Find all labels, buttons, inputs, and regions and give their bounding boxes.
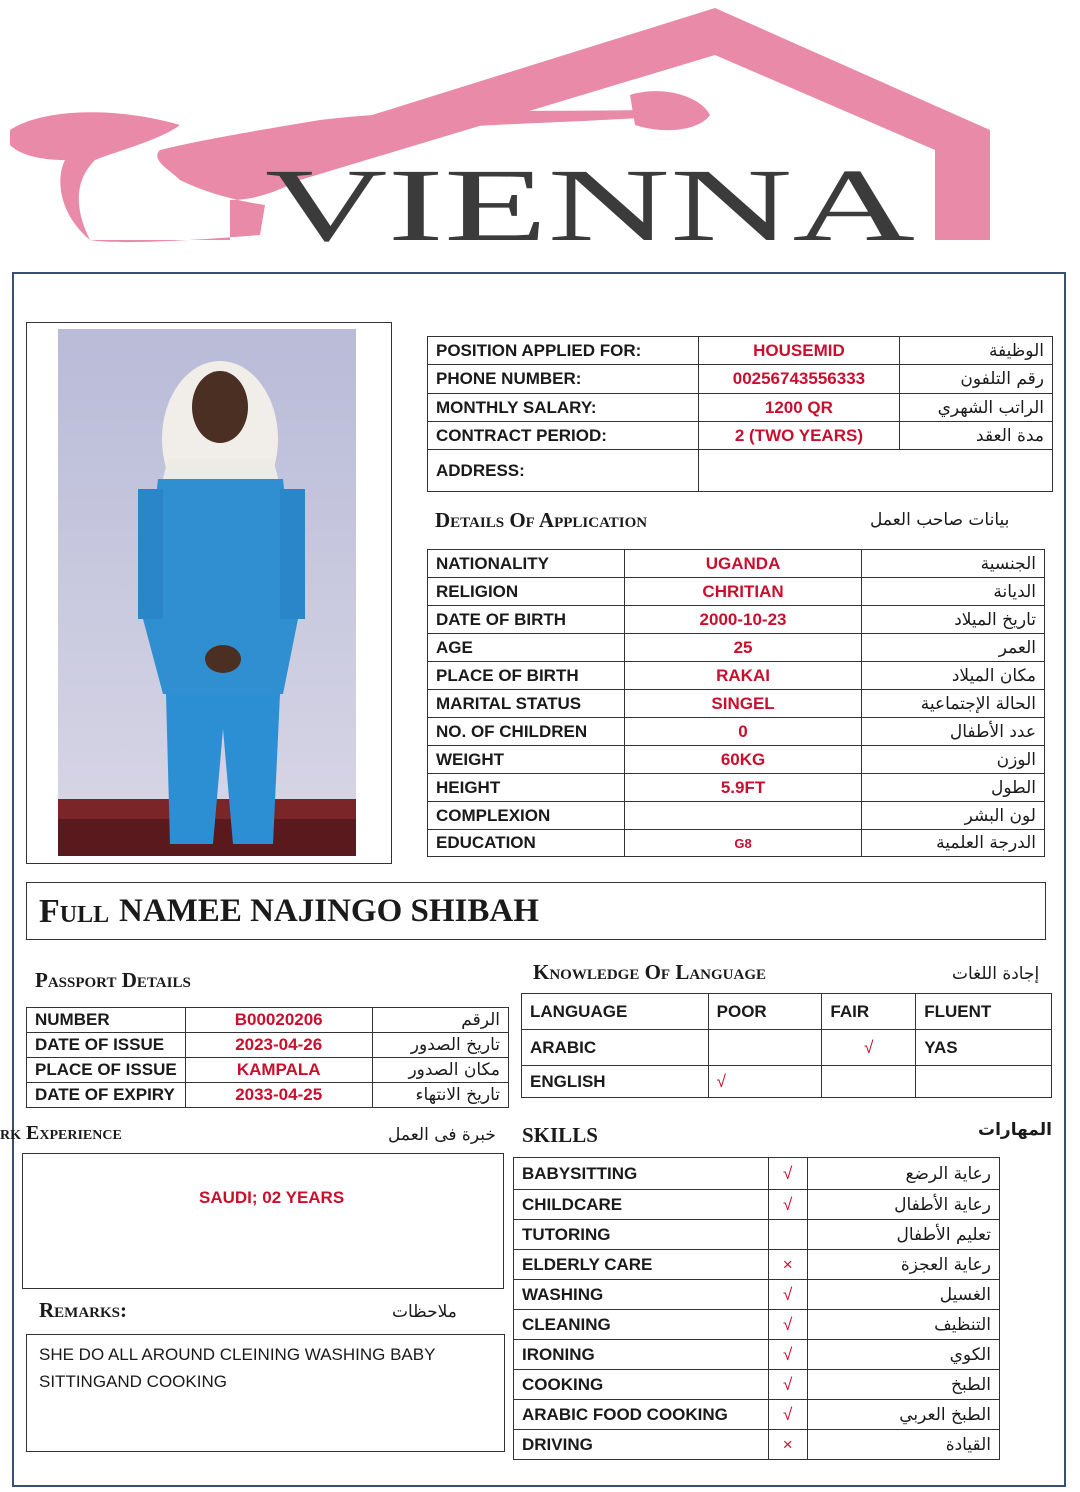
skills-heading: SKILLS bbox=[522, 1123, 598, 1147]
table-row bbox=[514, 1310, 1000, 1340]
arabic-label: الطول bbox=[862, 774, 1045, 802]
table-row bbox=[514, 1430, 1000, 1460]
value: CHRITIAN bbox=[624, 578, 861, 606]
work-experience-text: SAUDI; 02 YEARS bbox=[199, 1188, 345, 1207]
skill-mark: √ bbox=[768, 1400, 807, 1430]
arabic-label: رقم التلفون bbox=[900, 365, 1053, 394]
duster-icon bbox=[630, 91, 710, 130]
arabic-label: تعليم الأطفال bbox=[807, 1220, 999, 1250]
table-row bbox=[514, 1220, 1000, 1250]
table-row bbox=[514, 1340, 1000, 1370]
arabic-label: الطبخ bbox=[807, 1370, 999, 1400]
table-row bbox=[428, 365, 1053, 394]
label: PLACE OF ISSUE bbox=[27, 1058, 186, 1083]
arabic-label: لون البشر bbox=[862, 802, 1045, 830]
table-row bbox=[514, 1370, 1000, 1400]
arabic-label: العمر bbox=[862, 634, 1045, 662]
fair-mark bbox=[822, 1066, 916, 1098]
poor-mark bbox=[708, 1030, 822, 1066]
header-fluent: FLUENT bbox=[916, 994, 1052, 1030]
table-row bbox=[514, 1400, 1000, 1430]
value: G8 bbox=[624, 830, 861, 857]
table-header-row bbox=[522, 994, 1052, 1030]
skill-mark: × bbox=[768, 1430, 807, 1460]
candidate-photo bbox=[58, 329, 356, 856]
arabic-label: رعاية الأطفال bbox=[807, 1190, 999, 1220]
details-table bbox=[427, 549, 1045, 857]
arabic-label: رعاية الرضع bbox=[807, 1158, 999, 1190]
fluent-mark: YAS bbox=[916, 1030, 1052, 1066]
arabic-label: مدة العقد bbox=[900, 422, 1053, 450]
brand-name: VIENNA bbox=[265, 148, 915, 263]
arabic-label: الحالة الإجتماعية bbox=[862, 690, 1045, 718]
label: MARITAL STATUS bbox=[428, 690, 625, 718]
photo-frame bbox=[26, 322, 392, 864]
remarks-heading: Remarks: bbox=[39, 1298, 127, 1322]
skill-mark: √ bbox=[768, 1340, 807, 1370]
table-row bbox=[522, 1066, 1052, 1098]
skill-mark: √ bbox=[768, 1280, 807, 1310]
full-name-value: NAMEE NAJINGO SHIBAH bbox=[119, 893, 539, 929]
arabic-label: الوزن bbox=[862, 746, 1045, 774]
table-row bbox=[522, 1030, 1052, 1066]
remarks-box bbox=[26, 1334, 505, 1452]
header-fair: FAIR bbox=[822, 994, 916, 1030]
table-row bbox=[428, 718, 1045, 746]
arabic-label: تاريخ الميلاد bbox=[862, 606, 1045, 634]
table-row bbox=[27, 1083, 509, 1108]
remarks-heading-arabic: ملاحظات bbox=[392, 1302, 457, 1322]
full-name-box bbox=[26, 882, 1046, 940]
table-row bbox=[27, 1058, 509, 1083]
label: HEIGHT bbox=[428, 774, 625, 802]
arabic-label: الديانة bbox=[862, 578, 1045, 606]
label: CONTRACT PERIOD: bbox=[428, 422, 699, 450]
skill-name: WASHING bbox=[514, 1280, 769, 1310]
arabic-label: الراتب الشهري bbox=[900, 394, 1053, 422]
arabic-label: رعاية العجزة bbox=[807, 1250, 999, 1280]
arabic-label: الكوي bbox=[807, 1340, 999, 1370]
value: 0 bbox=[624, 718, 861, 746]
table-row bbox=[514, 1190, 1000, 1220]
arabic-label: تاريخ الصدور bbox=[372, 1033, 508, 1058]
skill-mark: √ bbox=[768, 1370, 807, 1400]
arabic-label: تاريخ الانتهاء bbox=[372, 1083, 508, 1108]
label: PHONE NUMBER: bbox=[428, 365, 699, 394]
value: 2 (TWO YEARS) bbox=[698, 422, 900, 450]
label: COMPLEXION bbox=[428, 802, 625, 830]
skill-name: ELDERLY CARE bbox=[514, 1250, 769, 1280]
value: SINGEL bbox=[624, 690, 861, 718]
value: 60KG bbox=[624, 746, 861, 774]
table-row bbox=[27, 1008, 509, 1033]
passport-heading: Passport Details bbox=[35, 968, 191, 992]
remarks-line-1: SHE DO ALL AROUND CLEINING WASHING BABY bbox=[39, 1345, 436, 1364]
label: RELIGION bbox=[428, 578, 625, 606]
arabic-label: الجنسية bbox=[862, 550, 1045, 578]
arabic-label: الوظيفة bbox=[900, 337, 1053, 365]
label: WEIGHT bbox=[428, 746, 625, 774]
table-row bbox=[428, 606, 1045, 634]
value: 2033-04-25 bbox=[185, 1083, 372, 1108]
label: PLACE OF BIRTH bbox=[428, 662, 625, 690]
skill-name: IRONING bbox=[514, 1340, 769, 1370]
label: DATE OF ISSUE bbox=[27, 1033, 186, 1058]
table-row bbox=[514, 1280, 1000, 1310]
skill-name: ARABIC FOOD COOKING bbox=[514, 1400, 769, 1430]
arabic-label: الرقم bbox=[372, 1008, 508, 1033]
value: 00256743556333 bbox=[698, 365, 900, 394]
skills-table bbox=[513, 1157, 1000, 1460]
work-experience-box bbox=[22, 1153, 504, 1289]
skill-name: BABYSITTING bbox=[514, 1158, 769, 1190]
remarks-line-2: SITTINGAND COOKING bbox=[39, 1372, 227, 1391]
arabic-label: عدد الأطفال bbox=[862, 718, 1045, 746]
fair-mark: √ bbox=[822, 1030, 916, 1066]
skill-name: TUTORING bbox=[514, 1220, 769, 1250]
arabic-label: مكان الصدور bbox=[372, 1058, 508, 1083]
skill-mark bbox=[768, 1220, 807, 1250]
value: 2000-10-23 bbox=[624, 606, 861, 634]
fluent-mark bbox=[916, 1066, 1052, 1098]
value bbox=[624, 802, 861, 830]
table-row bbox=[428, 662, 1045, 690]
details-heading: Details Of Application bbox=[435, 508, 648, 532]
language-name: ENGLISH bbox=[522, 1066, 709, 1098]
table-row bbox=[27, 1033, 509, 1058]
table-row bbox=[428, 578, 1045, 606]
label: NUMBER bbox=[27, 1008, 186, 1033]
work-experience-heading: rk Experience bbox=[0, 1122, 122, 1144]
arabic-label: مكان الميلاد bbox=[862, 662, 1045, 690]
skill-name: DRIVING bbox=[514, 1430, 769, 1460]
value bbox=[698, 450, 1052, 492]
skill-name: CHILDCARE bbox=[514, 1190, 769, 1220]
language-heading-arabic: إجادة اللغات bbox=[952, 964, 1040, 984]
table-row bbox=[428, 422, 1053, 450]
language-heading: Knowledge Of Language bbox=[533, 960, 767, 984]
label: DATE OF EXPIRY bbox=[27, 1083, 186, 1108]
passport-table bbox=[26, 1007, 509, 1108]
language-table bbox=[521, 993, 1052, 1098]
header-language: LANGUAGE bbox=[522, 994, 709, 1030]
table-row bbox=[428, 550, 1045, 578]
table-row bbox=[428, 774, 1045, 802]
label: POSITION APPLIED FOR: bbox=[428, 337, 699, 365]
label: EDUCATION bbox=[428, 830, 625, 857]
value: B00020206 bbox=[185, 1008, 372, 1033]
label: AGE bbox=[428, 634, 625, 662]
arabic-label: الغسيل bbox=[807, 1280, 999, 1310]
skill-name: CLEANING bbox=[514, 1310, 769, 1340]
skill-mark: √ bbox=[768, 1190, 807, 1220]
table-row bbox=[428, 450, 1053, 492]
value: 1200 QR bbox=[698, 394, 900, 422]
skill-name: COOKING bbox=[514, 1370, 769, 1400]
table-row bbox=[514, 1158, 1000, 1190]
value: HOUSEMID bbox=[698, 337, 900, 365]
skill-mark: × bbox=[768, 1250, 807, 1280]
label: DATE OF BIRTH bbox=[428, 606, 625, 634]
table-row bbox=[428, 394, 1053, 422]
arabic-label: الطبخ العربي bbox=[807, 1400, 999, 1430]
value: 5.9FT bbox=[624, 774, 861, 802]
value: 2023-04-26 bbox=[185, 1033, 372, 1058]
poor-mark: √ bbox=[708, 1066, 822, 1098]
skills-heading-arabic: المهارات bbox=[978, 1120, 1052, 1140]
language-name: ARABIC bbox=[522, 1030, 709, 1066]
skill-mark: √ bbox=[768, 1158, 807, 1190]
arabic-label: التنظيف bbox=[807, 1310, 999, 1340]
value: 25 bbox=[624, 634, 861, 662]
value: RAKAI bbox=[624, 662, 861, 690]
table-row bbox=[428, 690, 1045, 718]
label: MONTHLY SALARY: bbox=[428, 394, 699, 422]
table-row bbox=[428, 337, 1053, 365]
value: UGANDA bbox=[624, 550, 861, 578]
header-poor: POOR bbox=[708, 994, 822, 1030]
value: KAMPALA bbox=[185, 1058, 372, 1083]
label: NO. OF CHILDREN bbox=[428, 718, 625, 746]
table-row bbox=[428, 746, 1045, 774]
full-name-label: Full bbox=[39, 893, 110, 930]
position-table bbox=[427, 336, 1053, 492]
table-row bbox=[428, 830, 1045, 857]
vienna-logo bbox=[0, 0, 1080, 265]
table-row bbox=[514, 1250, 1000, 1280]
table-row bbox=[428, 802, 1045, 830]
skill-mark: √ bbox=[768, 1310, 807, 1340]
arabic-label: القيادة bbox=[807, 1430, 999, 1460]
table-row bbox=[428, 634, 1045, 662]
details-heading-arabic: بيانات صاحب العمل bbox=[870, 510, 1010, 530]
work-experience-heading-arabic: خبرة فى العمل bbox=[388, 1125, 496, 1145]
label: ADDRESS: bbox=[428, 450, 699, 492]
label: NATIONALITY bbox=[428, 550, 625, 578]
arabic-label: الدرجة العلمية bbox=[862, 830, 1045, 857]
